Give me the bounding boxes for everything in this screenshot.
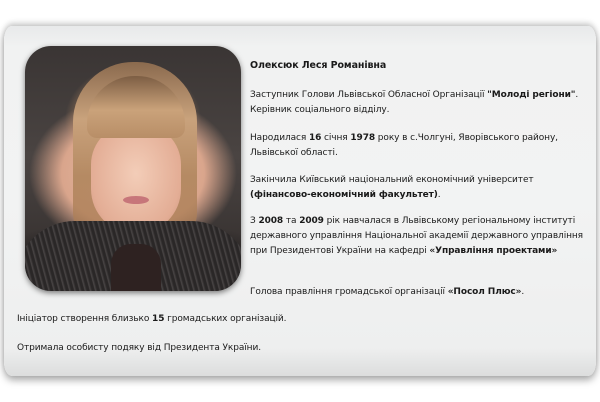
initiator-text: Ініціатор створення близько xyxy=(17,314,153,324)
photo-neckline xyxy=(111,244,161,291)
education-period: . xyxy=(437,190,441,200)
study-paragraph xyxy=(250,214,595,259)
study-institution: рік навчалася в Львівському регіональному інституті державного управління Національної академії державного управління при Президентові України на кафедрі xyxy=(250,216,583,256)
study-year-start: 2008 xyxy=(258,216,284,226)
education-text: Закінчила Київський національний економічний університет xyxy=(250,175,534,185)
board-organization: «Посол Плюс» xyxy=(447,287,522,297)
study-year-end: 2009 xyxy=(299,216,324,226)
board-text: Голова правління громадської організації xyxy=(250,287,448,297)
birth-place: року в с.Чолгуні, Яворівського району, Львівської області. xyxy=(250,133,558,158)
board-paragraph xyxy=(250,285,595,300)
photo-face xyxy=(91,124,181,234)
board-period: . xyxy=(521,287,525,297)
birth-month: січня xyxy=(321,133,351,143)
award-paragraph: Отримала особисту подяку від Президента України. xyxy=(17,343,261,353)
study-text-start: З xyxy=(250,216,259,226)
birth-year: 1978 xyxy=(350,133,376,143)
initiator-paragraph xyxy=(17,312,417,327)
faculty-name: (фінансово-економічний факультет) xyxy=(250,190,438,200)
portrait-photo xyxy=(25,46,241,291)
birth-paragraph xyxy=(250,131,595,161)
education-paragraph xyxy=(250,173,595,203)
photo-lips xyxy=(123,196,149,204)
initiator-text-end: громадських організацій. xyxy=(164,314,287,324)
position-period: . xyxy=(575,90,579,100)
birth-day: 16 xyxy=(308,133,322,143)
position-text: Заступник Голови Львівської Обласної Організації xyxy=(250,90,488,100)
study-text-and: та xyxy=(283,216,300,226)
organization-name: "Молоді регіони" xyxy=(487,90,576,100)
department-name: «Управління проектами» xyxy=(429,246,558,256)
birth-text: Народилася xyxy=(250,133,309,143)
department-text: Керівник соціального відділу. xyxy=(250,105,390,115)
organizations-count: 15 xyxy=(152,314,165,324)
position-paragraph xyxy=(250,88,595,118)
person-name: Олексюк Леся Романівна xyxy=(250,60,387,71)
